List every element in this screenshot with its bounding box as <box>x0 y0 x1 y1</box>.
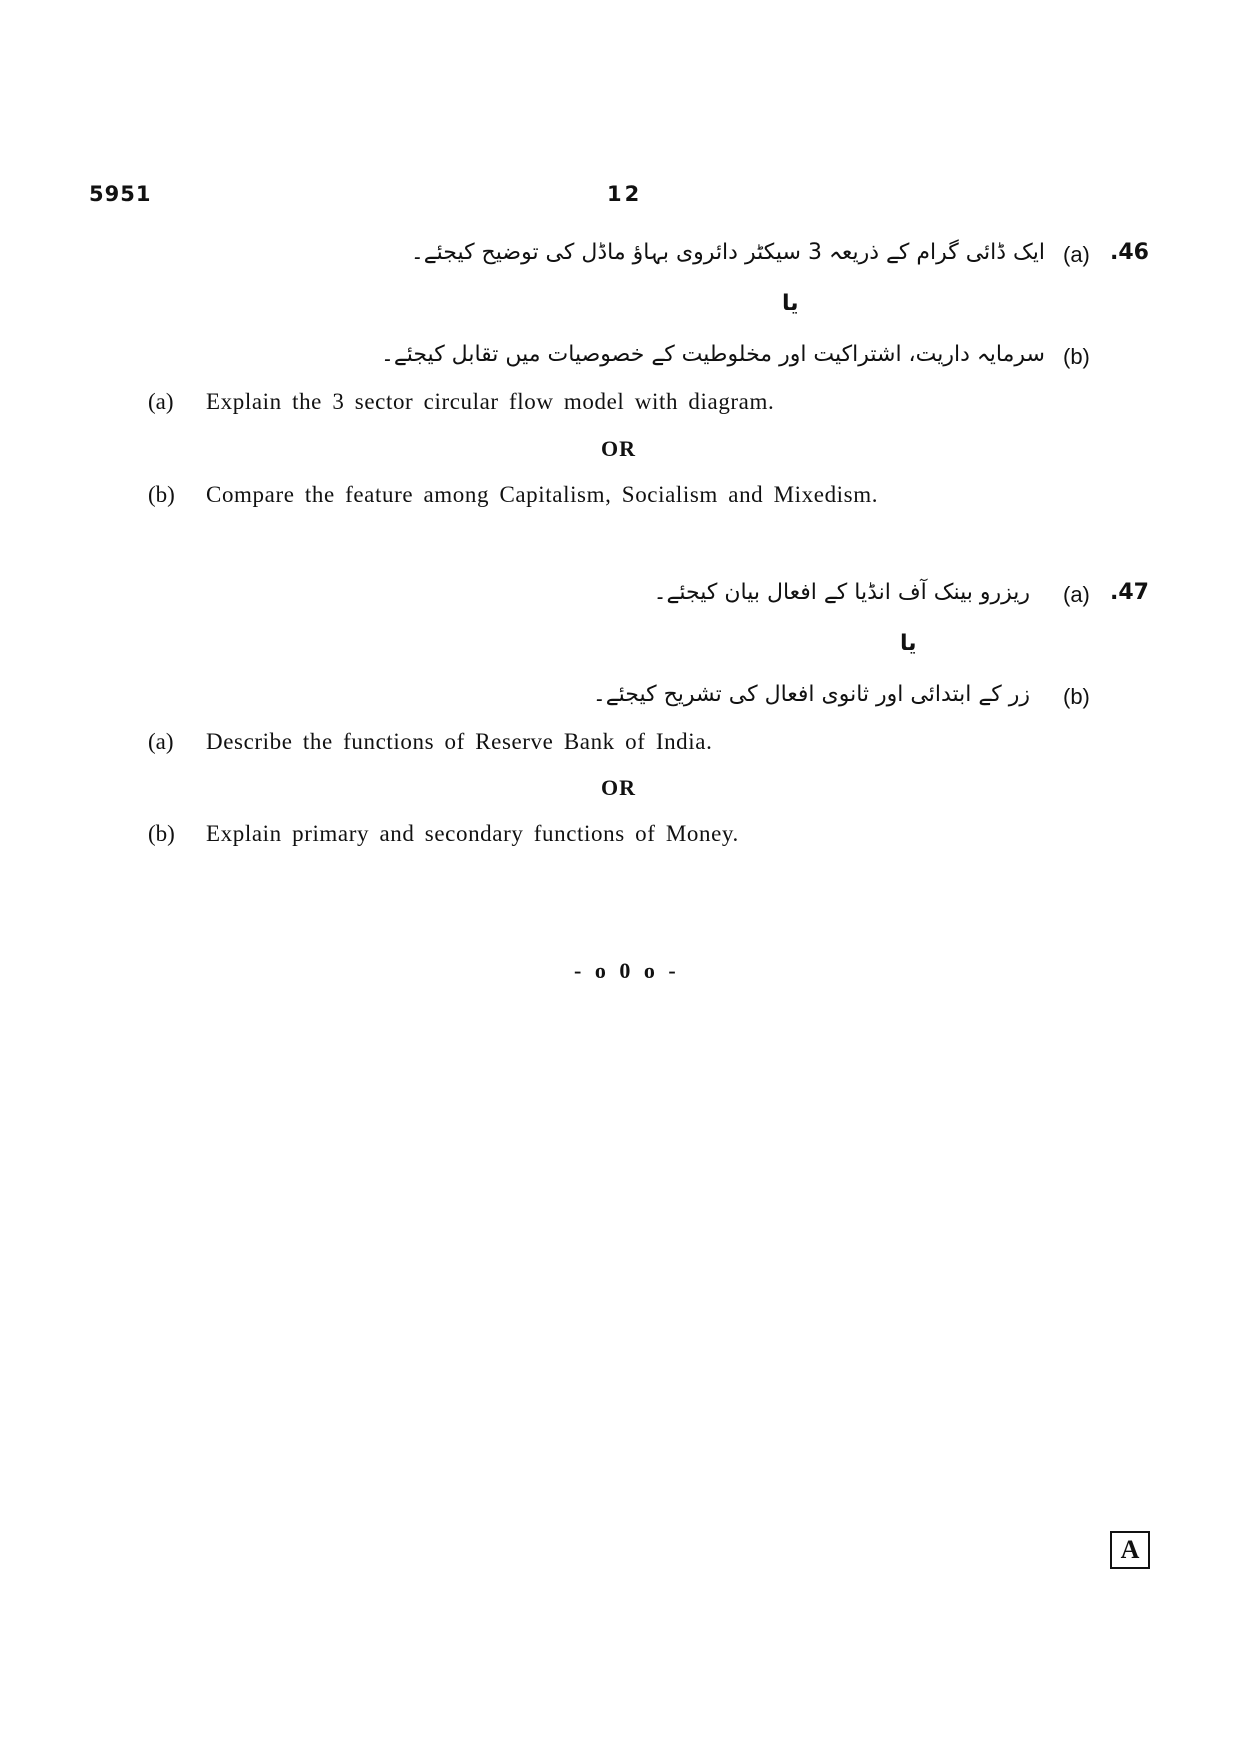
english-option-b-text: Explain primary and secondary functions of Money. <box>206 821 739 846</box>
urdu-option-b-text: زر کے ابتدائی اور ثانوی افعال کی تشریح کیجئے۔ <box>592 682 1030 707</box>
page-number: 12 <box>607 182 643 206</box>
booklet-series-box <box>1110 1531 1150 1569</box>
english-option-b-text: Compare the feature among Capitalism, Socialism and Mixedism. <box>206 482 879 507</box>
urdu-or: یا <box>782 291 799 316</box>
english-or: OR <box>601 775 636 800</box>
question-number: .46 <box>1110 240 1149 265</box>
english-or: OR <box>601 436 636 461</box>
end-of-paper-mark: - o 0 o - <box>574 958 680 983</box>
english-option-a-label: (a) <box>148 729 174 754</box>
urdu-option-b-label: (b) <box>1063 684 1090 709</box>
question-number: .47 <box>1110 580 1149 605</box>
booklet-series-letter: A <box>1120 1535 1140 1564</box>
english-option-b-label: (b) <box>148 482 175 507</box>
urdu-option-a-label: (a) <box>1063 582 1090 607</box>
urdu-option-a-text: ایک ڈائی گرام کے ذریعہ 3 سیکٹر دائروی بہاؤ ماڈل کی توضیح کیجئے۔ <box>410 240 1045 265</box>
english-option-a-text: Describe the functions of Reserve Bank of India. <box>206 729 713 754</box>
urdu-option-a-text: ریزرو بینک آف انڈیا کے افعال بیان کیجئے۔ <box>653 580 1030 605</box>
urdu-option-b-text: سرمایہ داریت، اشتراکیت اور مخلوطیت کے خصوصیات میں تقابل کیجئے۔ <box>380 342 1045 367</box>
urdu-option-a-label: (a) <box>1063 242 1090 267</box>
english-option-b-label: (b) <box>148 821 175 846</box>
english-option-a-label: (a) <box>148 389 174 414</box>
paper-code: 5951 <box>89 182 152 206</box>
english-option-a-text: Explain the 3 sector circular flow model with diagram. <box>206 389 775 414</box>
urdu-or: یا <box>900 631 917 656</box>
urdu-option-b-label: (b) <box>1063 344 1090 369</box>
